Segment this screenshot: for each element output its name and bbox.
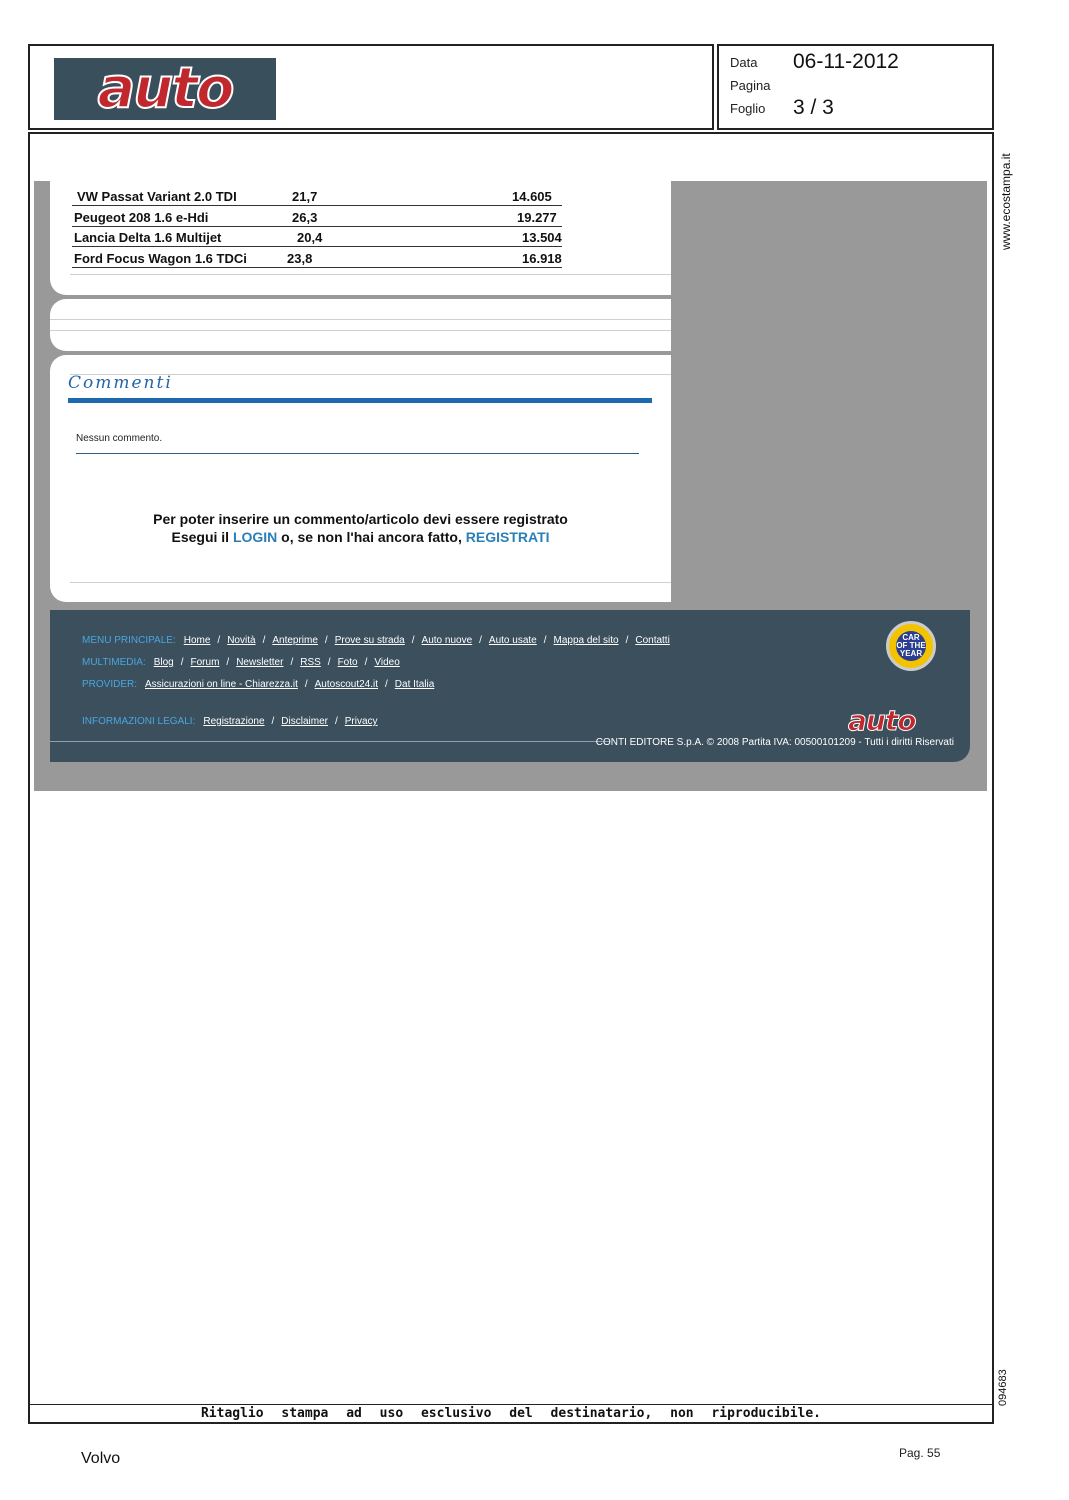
- footer-link[interactable]: Anteprime: [272, 635, 318, 646]
- footer-link[interactable]: Forum: [190, 657, 220, 668]
- footer-provider: [82, 679, 434, 690]
- auto-logo: [54, 58, 276, 120]
- row-underline: [72, 267, 562, 268]
- watermark-text: www.ecostampa.it: [999, 153, 1013, 250]
- divider: [28, 1404, 994, 1405]
- footer-link[interactable]: Registrazione: [203, 716, 265, 727]
- register-notice: Per poter inserire un commento/articolo devi essere registrato: [153, 511, 568, 527]
- footer-link[interactable]: Auto usate: [488, 635, 537, 646]
- separator: /: [543, 635, 547, 646]
- separator: /: [625, 635, 629, 646]
- copyright: CONTI EDITORE S.p.A. © 2008 Partita IVA: 00500101209 - Tutti i diritti Riservati: [595, 737, 954, 748]
- divider: [50, 741, 610, 742]
- usage-disclaimer: Ritaglio stampa ad uso esclusivo del destinatario, non riproducibile.: [200, 1406, 822, 1421]
- register-link[interactable]: REGISTRATI: [465, 529, 550, 545]
- masthead-box: [28, 44, 714, 130]
- footer-link[interactable]: Novità: [227, 635, 256, 646]
- separator: /: [334, 716, 338, 727]
- footer-link[interactable]: Blog: [153, 657, 174, 668]
- car-model: Peugeot 208 1.6 e-Hdi: [74, 209, 209, 225]
- date-value: 06-11-2012: [793, 50, 899, 73]
- divider: [50, 319, 671, 320]
- footer-menu: [82, 635, 670, 646]
- price-value: 16.918: [522, 250, 562, 266]
- footer-multimedia: [82, 657, 400, 668]
- footer-link[interactable]: Auto nuove: [421, 635, 473, 646]
- footer-link[interactable]: RSS: [300, 657, 321, 668]
- footer-auto-logo: auto: [848, 704, 916, 737]
- date-label: Data: [730, 55, 758, 70]
- car-model: Lancia Delta 1.6 Multijet: [74, 230, 222, 245]
- footer-link[interactable]: Mappa del sito: [553, 635, 619, 646]
- consumption-value: 20,4: [297, 230, 323, 245]
- separator: /: [479, 635, 482, 646]
- row-underline: [72, 226, 562, 227]
- table-row: [72, 228, 564, 248]
- footer-link[interactable]: Disclaimer: [281, 716, 328, 727]
- footer-section-label: MULTIMEDIA:: [82, 657, 146, 668]
- separator: /: [327, 657, 331, 668]
- no-comments-text: Nessun commento.: [76, 433, 163, 444]
- document-code-text: 094683: [997, 1369, 1009, 1406]
- separator: /: [271, 716, 275, 727]
- table-row: [72, 187, 564, 207]
- footer-link[interactable]: Dat Italia: [394, 679, 435, 690]
- separator: /: [217, 635, 221, 646]
- separator: /: [262, 635, 266, 646]
- metadata-box: [717, 44, 994, 130]
- footer-section-label: INFORMAZIONI LEGALI:: [82, 716, 196, 727]
- consumption-value: 26,3: [292, 209, 318, 225]
- footer-link[interactable]: Autoscout24.it: [314, 679, 379, 690]
- comments-title-bar: [68, 398, 652, 403]
- separator: /: [364, 657, 368, 668]
- divider: [70, 582, 671, 583]
- footer-legal: [82, 716, 378, 727]
- table-row: [72, 208, 564, 228]
- row-underline: [72, 205, 562, 206]
- separator: /: [411, 635, 415, 646]
- page-number: Pag. 55: [899, 1446, 941, 1460]
- price-value: 14.605: [512, 189, 552, 204]
- footer-section-label: PROVIDER:: [82, 679, 138, 690]
- divider: [50, 330, 671, 331]
- consumption-value: 23,8: [287, 250, 313, 266]
- car-model: Ford Focus Wagon 1.6 TDCi: [74, 250, 247, 266]
- separator: /: [226, 657, 230, 668]
- register-prompt-text: Esegui il: [171, 529, 233, 545]
- divider: [70, 274, 671, 275]
- login-link[interactable]: LOGIN: [232, 529, 278, 545]
- results-panel: [50, 181, 671, 295]
- footer-link[interactable]: Home: [183, 635, 211, 646]
- price-value: 19.277: [517, 209, 557, 225]
- separator: /: [304, 679, 308, 690]
- divider: [76, 453, 639, 454]
- sheet-label: Foglio: [730, 101, 766, 116]
- car-of-the-year-text: CAR OF THE YEAR: [896, 631, 926, 661]
- car-of-the-year-badge: [886, 621, 936, 671]
- watermark: [995, 150, 1017, 250]
- comments-title: Commenti: [68, 373, 173, 393]
- publication-name: Volvo: [81, 1450, 121, 1467]
- car-model: VW Passat Variant 2.0 TDI: [77, 189, 237, 204]
- sheet-value: 3 / 3: [793, 96, 834, 119]
- price-value: 13.504: [522, 230, 562, 245]
- register-prompt-text: o, se non l'hai ancora fatto,: [277, 529, 466, 545]
- footer-link[interactable]: Foto: [337, 657, 358, 668]
- footer-link[interactable]: Prove su strada: [334, 635, 405, 646]
- register-prompt: [50, 529, 671, 545]
- document-code: [995, 1368, 1011, 1408]
- comments-panel: [50, 355, 671, 602]
- footer-link[interactable]: Contatti: [635, 635, 670, 646]
- footer-link[interactable]: Assicurazioni on line - Chiarezza.it: [145, 679, 298, 690]
- auto-logo-text: auto: [97, 56, 233, 121]
- footer-link[interactable]: Newsletter: [236, 657, 284, 668]
- web-clipping: [34, 181, 987, 791]
- footer-section-label: MENU PRINCIPALE:: [82, 635, 176, 646]
- separator: /: [180, 657, 184, 668]
- row-underline: [72, 246, 562, 247]
- separator: /: [290, 657, 294, 668]
- footer-link[interactable]: Video: [374, 657, 400, 668]
- footer-link[interactable]: Privacy: [344, 716, 378, 727]
- spacer-panel: [50, 299, 671, 351]
- consumption-value: 21,7: [292, 189, 318, 204]
- table-row: [72, 249, 564, 269]
- site-footer: [50, 610, 970, 762]
- separator: /: [324, 635, 328, 646]
- page-label: Pagina: [730, 78, 771, 93]
- separator: /: [385, 679, 388, 690]
